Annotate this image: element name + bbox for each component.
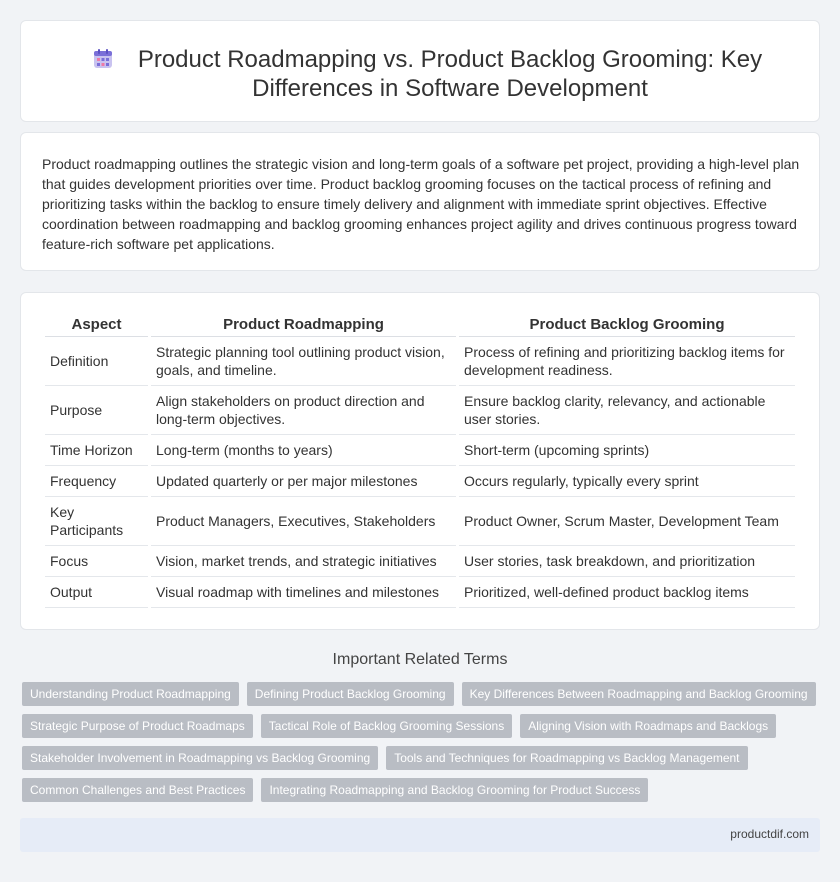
tag-row (22, 778, 822, 802)
tag-row (22, 714, 822, 738)
aspect-cell: Frequency (45, 466, 148, 497)
aspect-cell: Key Participants (45, 497, 148, 546)
related-term-link[interactable]: Stakeholder Involvement in Roadmapping vs Backlog Grooming (22, 746, 378, 770)
grooming-cell: User stories, task breakdown, and prioritization (459, 546, 795, 577)
related-term-link[interactable]: Defining Product Backlog Grooming (247, 682, 454, 706)
footer-site-link[interactable]: productdif.com (730, 827, 809, 841)
related-term-link[interactable]: Key Differences Between Roadmapping and Backlog Grooming (462, 682, 816, 706)
header-aspect: Aspect (45, 313, 148, 337)
aspect-cell: Purpose (45, 386, 148, 435)
grooming-cell: Ensure backlog clarity, relevancy, and actionable user stories. (459, 386, 795, 435)
related-term-link[interactable]: Integrating Roadmapping and Backlog Grooming for Product Success (261, 778, 648, 802)
related-term-link[interactable]: Aligning Vision with Roadmaps and Backlogs (520, 714, 776, 738)
aspect-cell: Output (45, 577, 148, 608)
grooming-cell: Product Owner, Scrum Master, Development Team (459, 497, 795, 546)
comparison-card (20, 292, 820, 630)
aspect-cell: Focus (45, 546, 148, 577)
roadmapping-cell: Visual roadmap with timelines and milestones (151, 577, 456, 608)
table-row (45, 435, 795, 466)
tag-row (22, 746, 822, 770)
related-terms-heading: Important Related Terms (332, 651, 508, 668)
intro-card (20, 132, 820, 271)
title-card (20, 20, 820, 122)
table-header-row (45, 313, 795, 337)
table-row (45, 337, 795, 386)
grooming-cell: Prioritized, well-defined product backlog items (459, 577, 795, 608)
roadmapping-cell: Vision, market trends, and strategic initiatives (151, 546, 456, 577)
related-term-link[interactable]: Common Challenges and Best Practices (22, 778, 253, 802)
grooming-cell: Process of refining and prioritizing backlog items for development readiness. (459, 337, 795, 386)
table-row (45, 386, 795, 435)
grooming-cell: Occurs regularly, typically every sprint (459, 466, 795, 497)
related-term-link[interactable]: Strategic Purpose of Product Roadmaps (22, 714, 253, 738)
intro-paragraph: Product roadmapping outlines the strategic vision and long-term goals of a software pet project, providing a high-level plan that guides development priorities over time. Product backlog grooming focuses on the tactical process of refining and prioritizing tasks within the backlog to ensure timely delivery and alignment with immediate sprint objectives. Effective coordination between roadmapping and backlog grooming enhances project agility and drives continuous progress toward feature-rich software pet applications. (42, 156, 800, 252)
tag-row (22, 682, 822, 706)
header-roadmapping: Product Roadmapping (151, 313, 456, 337)
aspect-cell: Time Horizon (45, 435, 148, 466)
aspect-cell: Definition (45, 337, 148, 386)
table-row (45, 577, 795, 608)
roadmapping-cell: Long-term (months to years) (151, 435, 456, 466)
related-term-link[interactable]: Understanding Product Roadmapping (22, 682, 239, 706)
related-term-link[interactable]: Tactical Role of Backlog Grooming Sessions (261, 714, 512, 738)
comparison-table (42, 313, 798, 608)
related-term-link[interactable]: Tools and Techniques for Roadmapping vs Backlog Management (386, 746, 747, 770)
table-row (45, 466, 795, 497)
roadmapping-cell: Align stakeholders on product direction and long-term objectives. (151, 386, 456, 435)
roadmapping-cell: Strategic planning tool outlining product vision, goals, and timeline. (151, 337, 456, 386)
table-row (45, 497, 795, 546)
footer (20, 818, 820, 852)
grooming-cell: Short-term (upcoming sprints) (459, 435, 795, 466)
roadmapping-cell: Product Managers, Executives, Stakeholders (151, 497, 456, 546)
page-title: Product Roadmapping vs. Product Backlog Grooming: Key Differences in Software Development (137, 46, 763, 102)
table-row (45, 546, 795, 577)
related-terms-list (22, 682, 822, 810)
roadmapping-cell: Updated quarterly or per major milestones (151, 466, 456, 497)
header-backlog-grooming: Product Backlog Grooming (459, 313, 795, 337)
